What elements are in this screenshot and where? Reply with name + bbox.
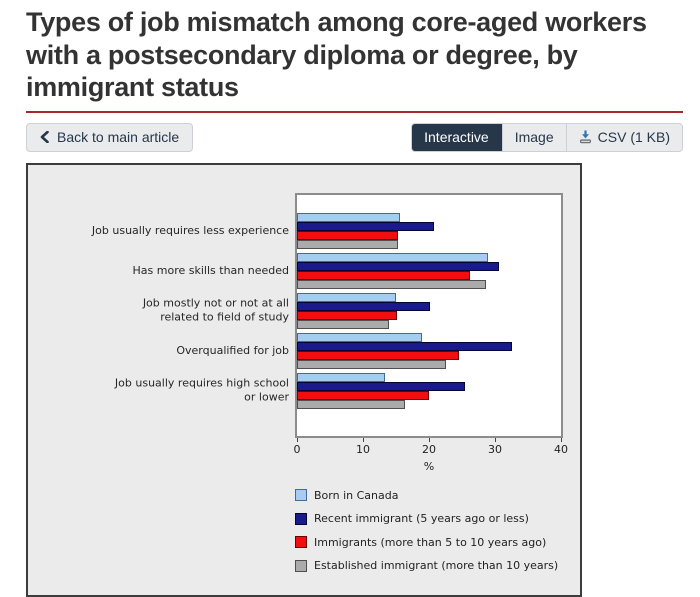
legend-swatch	[295, 513, 307, 525]
back-button-label: Back to main article	[57, 129, 180, 146]
bar-recent-immigrant-5-years-ago-or-less[interactable]	[297, 222, 434, 231]
bar-born-in-canada[interactable]	[297, 333, 422, 342]
bar-born-in-canada[interactable]	[297, 373, 385, 382]
plot-area	[295, 193, 563, 438]
bar-born-in-canada[interactable]	[297, 293, 396, 302]
x-axis-tick	[561, 438, 562, 442]
tab-csv-label: CSV (1 KB)	[597, 129, 670, 146]
bar-immigrants-more-than-5-to-10-years-ago[interactable]	[297, 311, 397, 320]
bar-immigrants-more-than-5-to-10-years-ago[interactable]	[297, 271, 470, 280]
legend-item-immigrants-more-than-5-to-10-years-ago[interactable]	[295, 536, 546, 549]
x-axis-tick-label: 40	[554, 442, 568, 456]
bar-immigrants-more-than-5-to-10-years-ago[interactable]	[297, 351, 459, 360]
legend-swatch	[295, 560, 307, 572]
x-axis-tick-label: 10	[356, 442, 370, 456]
legend-swatch	[295, 489, 307, 501]
legend-item-established-immigrant-more-than-10-years[interactable]	[295, 559, 558, 572]
x-axis-tick-label: 20	[422, 442, 436, 456]
tab-csv-download[interactable]	[567, 124, 682, 151]
bar-established-immigrant-more-than-10-years[interactable]	[297, 400, 405, 409]
title-rule	[26, 111, 683, 113]
tab-interactive-label: Interactive	[424, 129, 489, 146]
legend-swatch	[295, 536, 307, 548]
category-label: Overqualified for job	[176, 343, 289, 357]
bar-established-immigrant-more-than-10-years[interactable]	[297, 240, 398, 249]
bar-established-immigrant-more-than-10-years[interactable]	[297, 360, 446, 369]
bar-recent-immigrant-5-years-ago-or-less[interactable]	[297, 382, 465, 391]
x-axis-title: %	[423, 459, 435, 473]
back-chevron-icon	[40, 131, 49, 143]
x-axis-tick	[363, 438, 364, 442]
legend-item-born-in-canada[interactable]	[295, 489, 398, 502]
x-axis-tick	[495, 438, 496, 442]
tab-image[interactable]	[503, 124, 567, 151]
x-axis-tick-label: 0	[293, 442, 301, 456]
legend-label: Established immigrant (more than 10 years)	[314, 559, 559, 573]
bar-established-immigrant-more-than-10-years[interactable]	[297, 280, 486, 289]
legend-label: Recent immigrant (5 years ago or less)	[314, 512, 529, 526]
bar-established-immigrant-more-than-10-years[interactable]	[297, 320, 389, 329]
category-label: Job mostly not or not at all related to field of study	[142, 296, 289, 324]
x-axis-tick	[429, 438, 430, 442]
back-to-article-button[interactable]	[26, 123, 193, 152]
x-axis-tick-label: 30	[488, 442, 502, 456]
tab-image-label: Image	[514, 129, 554, 146]
toolbar	[26, 123, 683, 152]
bar-immigrants-more-than-5-to-10-years-ago[interactable]	[297, 231, 398, 240]
x-axis-tick	[297, 438, 298, 442]
category-label: Has more skills than needed	[132, 263, 289, 277]
category-label: Job usually requires high school or lower	[114, 376, 289, 404]
bar-recent-immigrant-5-years-ago-or-less[interactable]	[297, 342, 512, 351]
bar-born-in-canada[interactable]	[297, 253, 488, 262]
figure-container	[26, 163, 582, 597]
download-icon	[579, 130, 592, 144]
bar-recent-immigrant-5-years-ago-or-less[interactable]	[297, 302, 430, 311]
tab-interactive[interactable]	[411, 123, 503, 152]
legend-label: Born in Canada	[314, 488, 399, 502]
view-tab-group	[411, 123, 683, 152]
category-label: Job usually requires less experience	[91, 223, 289, 237]
bar-recent-immigrant-5-years-ago-or-less[interactable]	[297, 262, 499, 271]
bar-born-in-canada[interactable]	[297, 213, 400, 222]
legend-item-recent-immigrant-5-years-ago-or-less[interactable]	[295, 512, 529, 525]
legend-label: Immigrants (more than 5 to 10 years ago)	[314, 535, 547, 549]
bar-immigrants-more-than-5-to-10-years-ago[interactable]	[297, 391, 429, 400]
page-title: Types of job mismatch among core-aged workers with a postsecondary diploma or degree, by immigrant status	[26, 7, 647, 103]
